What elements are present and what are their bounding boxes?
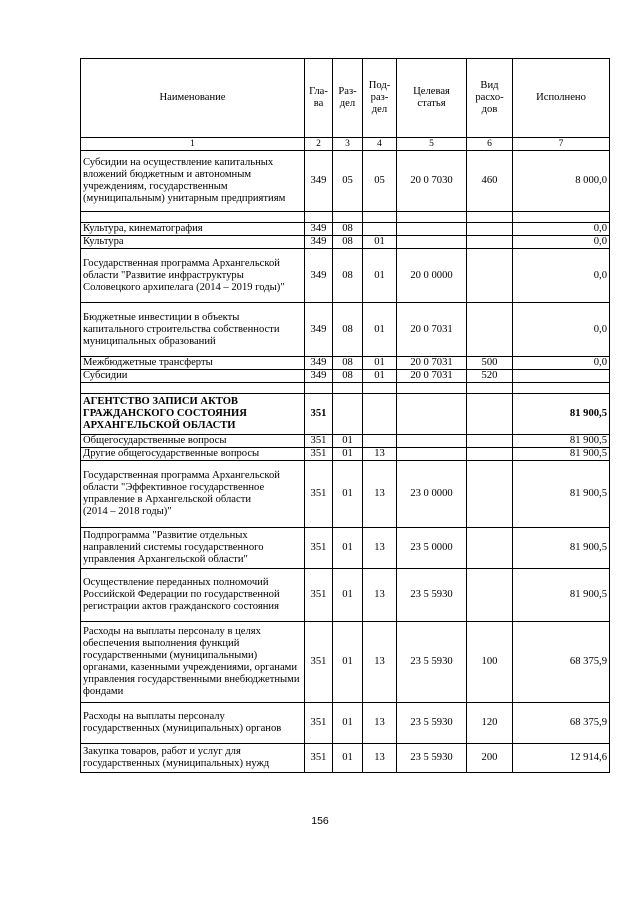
cell-glava: 349 [305,249,333,303]
cell-executed: 81 900,5 [513,528,610,569]
column-index-row [81,138,610,151]
table-row [81,151,610,212]
cell-glava: 349 [305,151,333,212]
table-row [81,303,610,357]
cell-razdel: 01 [333,569,363,622]
cell-glava: 349 [305,223,333,236]
cell-podrazdel [363,394,397,435]
cell-razdel: 01 [333,461,363,528]
cell-name: Межбюджетные трансферты [81,357,305,370]
cell-podrazdel: 13 [363,461,397,528]
cell-target: 20 0 7031 [397,370,467,383]
cell-name: Расходы на выплаты персоналу государственных (муниципальных) органов [81,703,305,744]
cell-target: 23 5 0000 [397,528,467,569]
cell-podrazdel: 01 [363,303,397,357]
col-header-vid: Вид расхо- дов [467,59,513,138]
cell-podrazdel: 05 [363,151,397,212]
empty-cell [363,383,397,394]
col-index: 2 [305,138,333,151]
cell-target [397,236,467,249]
cell-razdel: 05 [333,151,363,212]
cell-name: Культура, кинематография [81,223,305,236]
cell-vid: 520 [467,370,513,383]
empty-cell [467,212,513,223]
cell-razdel: 01 [333,703,363,744]
cell-executed: 12 914,6 [513,744,610,773]
cell-vid [467,569,513,622]
col-header-podrazdel: Под- раз- дел [363,59,397,138]
cell-glava: 349 [305,357,333,370]
cell-name: Расходы на выплаты персоналу в целях обеспечения выполнения функций государственными (муниципальными) органами, казенными учреждениями, органами управления государственными внебюджетными фондами [81,622,305,703]
cell-target [397,448,467,461]
cell-glava: 351 [305,448,333,461]
table-row [81,703,610,744]
cell-executed: 68 375,9 [513,622,610,703]
cell-target: 20 0 7031 [397,357,467,370]
cell-razdel: 08 [333,357,363,370]
cell-target: 23 5 5930 [397,622,467,703]
cell-razdel: 01 [333,448,363,461]
cell-name: Закупка товаров, работ и услуг для государственных (муниципальных) нужд [81,744,305,773]
table-row [81,357,610,370]
cell-glava: 349 [305,236,333,249]
cell-name: Субсидии [81,370,305,383]
cell-name: Государственная программа Архангельской области "Эффективное государственное управление в Архангельской области (2014 – 2018 годы)" [81,461,305,528]
cell-name: Общегосударственные вопросы [81,435,305,448]
empty-cell [333,383,363,394]
col-header-name: Наименование [81,59,305,138]
empty-cell [513,383,610,394]
cell-target [397,223,467,236]
cell-razdel: 08 [333,249,363,303]
cell-executed: 81 900,5 [513,448,610,461]
page-number: 156 [311,815,329,827]
cell-razdel: 08 [333,223,363,236]
cell-glava: 351 [305,569,333,622]
table-body [81,151,610,773]
cell-podrazdel: 13 [363,744,397,773]
table-row [81,461,610,528]
empty-cell [397,383,467,394]
cell-executed: 68 375,9 [513,703,610,744]
cell-vid [467,303,513,357]
cell-name: Культура [81,236,305,249]
cell-podrazdel: 13 [363,703,397,744]
cell-razdel: 08 [333,236,363,249]
cell-podrazdel: 13 [363,622,397,703]
cell-razdel: 01 [333,744,363,773]
table-row [81,435,610,448]
cell-target: 20 0 7031 [397,303,467,357]
cell-razdel: 01 [333,622,363,703]
cell-glava: 351 [305,394,333,435]
cell-vid [467,223,513,236]
cell-vid: 500 [467,357,513,370]
cell-executed: 0,0 [513,223,610,236]
cell-podrazdel: 13 [363,448,397,461]
header-row [81,59,610,138]
cell-vid: 100 [467,622,513,703]
cell-vid [467,528,513,569]
col-index: 6 [467,138,513,151]
cell-podrazdel: 01 [363,357,397,370]
cell-podrazdel: 13 [363,569,397,622]
cell-target [397,435,467,448]
cell-target: 23 5 5930 [397,703,467,744]
cell-razdel [333,394,363,435]
empty-cell [333,212,363,223]
cell-vid [467,448,513,461]
cell-name: Государственная программа Архангельской области "Развитие инфраструктуры Соловецкого архипелага (2014 – 2019 годы)" [81,249,305,303]
col-index: 4 [363,138,397,151]
cell-razdel: 01 [333,528,363,569]
cell-podrazdel [363,223,397,236]
cell-executed: 81 900,5 [513,394,610,435]
cell-razdel: 08 [333,370,363,383]
cell-glava: 351 [305,528,333,569]
cell-name: Другие общегосударственные вопросы [81,448,305,461]
table-row [81,744,610,773]
empty-cell [467,383,513,394]
cell-executed: 81 900,5 [513,435,610,448]
cell-podrazdel: 01 [363,236,397,249]
col-index: 1 [81,138,305,151]
cell-razdel: 01 [333,435,363,448]
cell-glava: 349 [305,370,333,383]
spacer-row [81,212,610,223]
cell-glava: 351 [305,622,333,703]
cell-target: 20 0 0000 [397,249,467,303]
table-row [81,569,610,622]
empty-cell [81,383,305,394]
empty-cell [305,212,333,223]
cell-target: 20 0 7030 [397,151,467,212]
table-row [81,370,610,383]
cell-glava: 351 [305,461,333,528]
cell-executed: 8 000,0 [513,151,610,212]
empty-cell [305,383,333,394]
budget-table [80,58,610,773]
cell-vid: 120 [467,703,513,744]
cell-executed: 81 900,5 [513,461,610,528]
cell-vid [467,236,513,249]
table-row [81,223,610,236]
cell-name: Осуществление переданных полномочий Российской Федерации по государственной регистрации актов гражданского состояния [81,569,305,622]
cell-executed: 0,0 [513,303,610,357]
col-header-executed: Исполнено [513,59,610,138]
empty-cell [363,212,397,223]
cell-podrazdel: 01 [363,249,397,303]
table-row [81,448,610,461]
cell-vid: 200 [467,744,513,773]
col-index: 3 [333,138,363,151]
cell-target: 23 0 0000 [397,461,467,528]
col-index: 7 [513,138,610,151]
empty-cell [397,212,467,223]
cell-vid [467,394,513,435]
cell-name: АГЕНТСТВО ЗАПИСИ АКТОВ ГРАЖДАНСКОГО СОСТОЯНИЯ АРХАНГЕЛЬСКОЙ ОБЛАСТИ [81,394,305,435]
cell-podrazdel: 01 [363,370,397,383]
cell-vid [467,249,513,303]
col-header-target: Целевая статья [397,59,467,138]
cell-vid: 460 [467,151,513,212]
cell-target: 23 5 5930 [397,744,467,773]
cell-executed: 0,0 [513,249,610,303]
empty-cell [81,212,305,223]
spacer-row [81,383,610,394]
cell-target [397,394,467,435]
cell-vid [467,461,513,528]
empty-cell [513,212,610,223]
cell-name: Бюджетные инвестиции в объекты капитального строительства собственности муниципальных образований [81,303,305,357]
cell-podrazdel: 13 [363,528,397,569]
table-row [81,394,610,435]
cell-podrazdel [363,435,397,448]
cell-executed [513,370,610,383]
cell-name: Субсидии на осуществление капитальных вложений бюджетным и автономным учреждениям, государственным (муниципальным) унитарным предприятиям [81,151,305,212]
table-row [81,249,610,303]
cell-razdel: 08 [333,303,363,357]
cell-name: Подпрограмма "Развитие отдельных направлений системы государственного управления Архангельской области" [81,528,305,569]
cell-glava: 351 [305,744,333,773]
cell-target: 23 5 5930 [397,569,467,622]
cell-glava: 351 [305,435,333,448]
col-index: 5 [397,138,467,151]
col-header-razdel: Раз- дел [333,59,363,138]
table-row [81,622,610,703]
cell-glava: 351 [305,703,333,744]
cell-executed: 0,0 [513,357,610,370]
cell-vid [467,435,513,448]
table-row [81,528,610,569]
cell-glava: 349 [305,303,333,357]
cell-executed: 0,0 [513,236,610,249]
cell-executed: 81 900,5 [513,569,610,622]
col-header-glava: Гла- ва [305,59,333,138]
table-row [81,236,610,249]
